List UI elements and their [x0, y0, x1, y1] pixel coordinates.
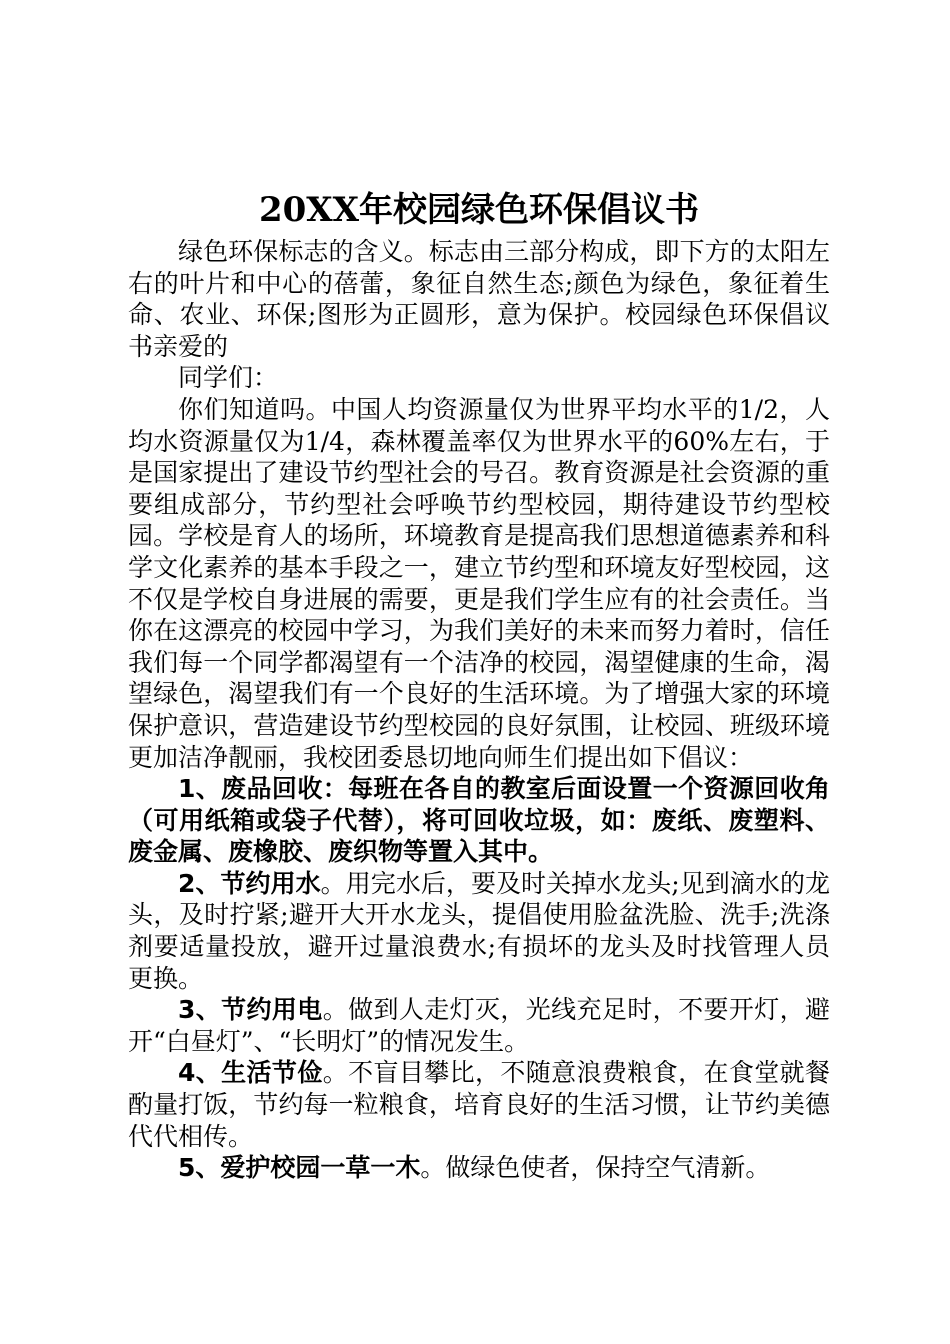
proposal-item-4-lead: 4、生活节俭 [178, 1058, 323, 1088]
salutation-paragraph: 同学们： [178, 363, 279, 393]
proposal-item-3-text: 。做到人走灯灭，光线充足时，不要开灯，避开“白昼灯”、“长明灯”的情况发生。 [128, 995, 830, 1056]
proposal-item-4-text: 。不盲目攀比，不随意浪费粮食，在食堂就餐酌量打饭，节约每一粒粮食，培育良好的生活习惯，让节约美德代代相传。 [128, 1058, 830, 1151]
intro-paragraph: 绿色环保标志的含义。标志由三部分构成，即下方的太阳左右的叶片和中心的蓓蕾，象征自然生态;颜色为绿色，象征着生命、农业、环保;图形为正圆形，意为保护。校园绿色环保倡议书亲爱的 [128, 237, 830, 361]
proposal-item-5-text: 。做绿色使者，保持空气清新。 [420, 1153, 771, 1183]
proposal-item-5-lead: 5、爱护校园一草一木 [178, 1153, 421, 1183]
document-title: 20XX年校园绿色环保倡议书 [258, 190, 700, 230]
proposal-item-2-lead: 2、节约用水 [178, 868, 321, 898]
proposal-item-4 [128, 1057, 830, 1152]
proposal-item-3-lead: 3、节约用电 [178, 995, 323, 1025]
proposal-item-2 [128, 868, 830, 994]
proposal-item-1-lead: 1、废品回收：每班在各自的教室后面设置一个资源回收角（可用纸箱或袋子代替），将可回收垃圾，如：废纸、废塑料、废金属、废橡胶、废织物等置入其中。 [128, 774, 830, 867]
proposal-item-3 [128, 994, 830, 1057]
proposal-item-5 [128, 1152, 830, 1184]
document-page [128, 188, 830, 1184]
proposal-item-2-text: 。用完水后，要及时关掉水龙头;见到滴水的龙头，及时拧紧;避开大开水龙头，提倡使用脸盆洗脸、洗手;洗涤剂要适量投放，避开过量浪费水;有损坏的龙头及时找管理人员更换。 [128, 868, 830, 993]
proposal-item-1 [128, 773, 830, 868]
body-paragraph: 你们知道吗。中国人均资源量仅为世界平均水平的1/2，人均水资源量仅为1/4，森林覆盖率仅为世界水平的60%左右，于是国家提出了建设节约型社会的号召。教育资源是社会资源的重要组成部分，节约型社会呼唤节约型校园，期待建设节约型校园。学校是育人的场所，环境教育是提高我们思想道德素养和科学文化素养的基本手段之一，建立节约型和环境友好型校园，这不仅是学校自身进展的需要，更是我们学生应有的社会责任。当你在这漂亮的校园中学习，为我们美好的未来而努力着时，信任我们每一个同学都渴望有一个洁净的校园，渴望健康的生命，渴望绿色，渴望我们有一个良好的生活环境。为了增强大家的环境保护意识，营造建设节约型校园的良好氛围，让校园、班级环境更加洁净靓丽，我校团委恳切地向师生们提出如下倡议： [128, 394, 830, 772]
